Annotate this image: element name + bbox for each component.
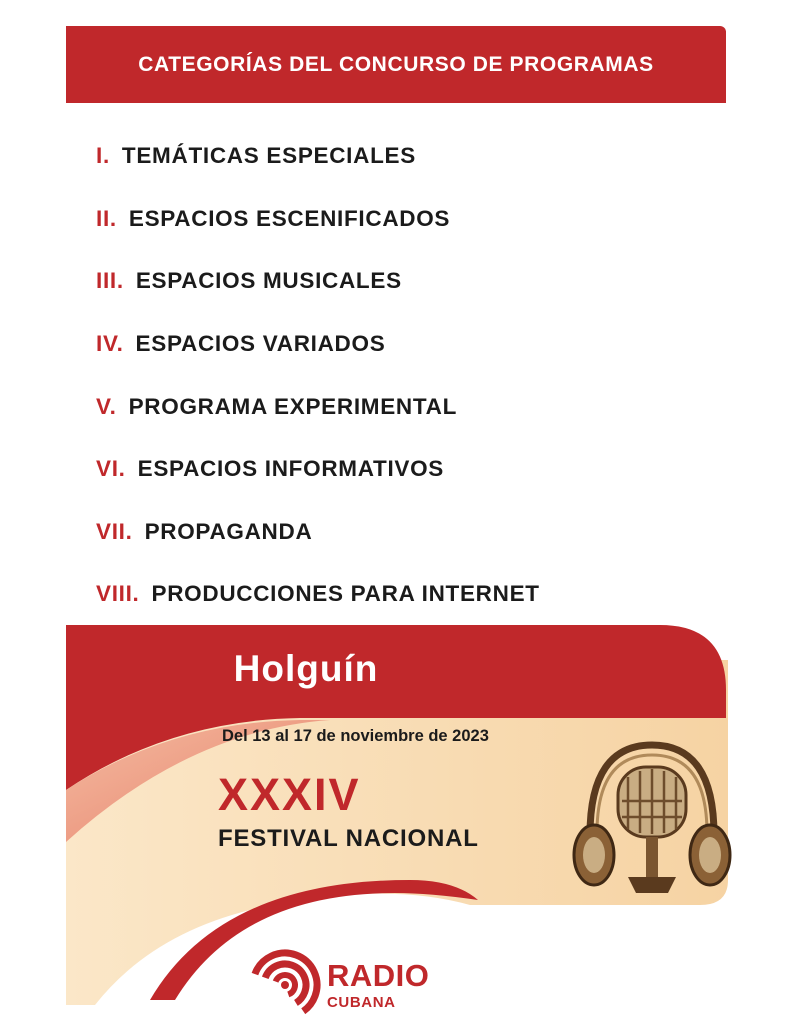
- list-item: [96, 563, 736, 626]
- category-label: ESPACIOS ESCENIFICADOS: [128, 205, 451, 231]
- category-label: TEMÁTICAS ESPECIALES: [121, 143, 416, 169]
- page-title: CATEGORÍAS DEL CONCURSO DE PROGRAMAS: [138, 52, 654, 76]
- category-label: ESPACIOS INFORMATIVOS: [137, 456, 445, 482]
- brand-name-radio: RADIO: [327, 958, 430, 993]
- category-numeral: III.: [96, 268, 124, 294]
- category-numeral: VII.: [96, 518, 133, 544]
- list-item: [96, 375, 736, 438]
- category-label: ESPACIOS VARIADOS: [135, 331, 386, 357]
- list-item: [96, 501, 736, 564]
- category-label: PRODUCCIONES PARA INTERNET: [151, 581, 540, 607]
- category-numeral: VI.: [96, 456, 126, 482]
- list-item: [96, 438, 736, 501]
- list-item: [96, 125, 736, 188]
- category-label: PROPAGANDA: [144, 518, 313, 544]
- category-label: ESPACIOS MUSICALES: [135, 268, 402, 294]
- event-city: Holguín: [233, 648, 379, 689]
- list-item: [96, 313, 736, 376]
- list-item: [96, 250, 736, 313]
- event-dates: Del 13 al 17 de noviembre de 2023: [222, 727, 489, 745]
- category-numeral: IV.: [96, 331, 124, 357]
- list-item: [96, 188, 736, 251]
- radio-waves-logo: [244, 944, 326, 1026]
- category-numeral: VIII.: [96, 581, 140, 607]
- category-list: [96, 125, 736, 626]
- event-edition: XXXIV: [218, 769, 361, 820]
- header-band: [66, 26, 726, 103]
- brand-name-cubana: CUBANA: [327, 994, 396, 1011]
- category-numeral: I.: [96, 143, 110, 169]
- category-numeral: V.: [96, 393, 117, 419]
- category-label: PROGRAMA EXPERIMENTAL: [128, 393, 458, 419]
- event-festival: FESTIVAL NACIONAL: [218, 825, 479, 852]
- category-numeral: II.: [96, 205, 117, 231]
